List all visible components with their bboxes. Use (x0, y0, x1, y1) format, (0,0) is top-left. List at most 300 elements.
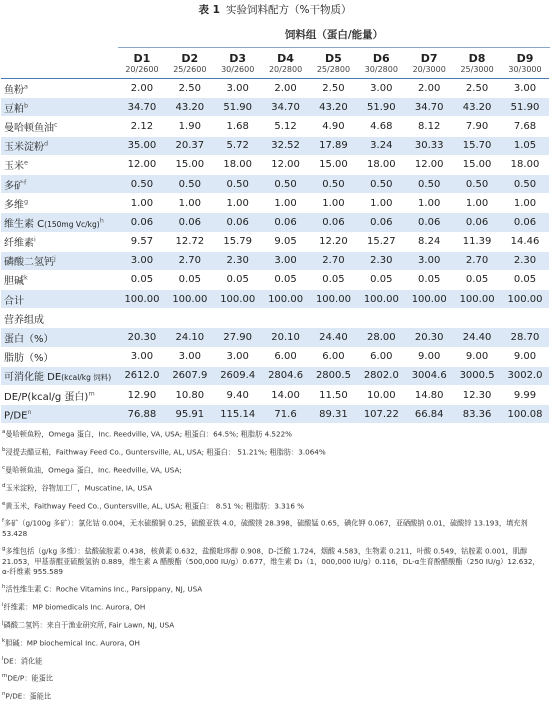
diet-ratio: 25/2800 (316, 64, 351, 74)
table-row (1, 251, 549, 270)
table-row (1, 366, 549, 385)
table-cell: 100.00 (118, 290, 166, 309)
table-cell: 0.50 (453, 174, 501, 193)
footnote-text: P/DE：蛋能比 (5, 691, 52, 701)
table-row (1, 117, 549, 136)
table-cell: 0.05 (310, 270, 358, 289)
table-row (1, 79, 549, 98)
table-cell: 27.90 (214, 328, 262, 347)
table-caption: 实验饲料配方（%干物质） (225, 4, 352, 16)
page (0, 1, 550, 701)
footnote-marker: c (54, 120, 58, 129)
table-cell: 2800.5 (310, 366, 358, 385)
table-cell: 1.00 (357, 194, 405, 213)
table-cell: 0.06 (118, 213, 166, 232)
table-cell: 3.00 (405, 251, 453, 270)
table-cell: 100.00 (453, 290, 501, 309)
table-cell: 3002.0 (501, 366, 549, 385)
footnote-marker: d (2, 482, 6, 489)
diet-name: D1 (133, 51, 151, 65)
table-cell: 32.52 (262, 136, 310, 155)
table-row (1, 347, 549, 366)
table-cell: 4.68 (357, 117, 405, 136)
table-cell: 0.05 (405, 270, 453, 289)
table-cell: 12.20 (310, 232, 358, 251)
footnote-marker: b (24, 101, 29, 110)
footnote-marker: l (2, 655, 4, 662)
footnote-text: 活性维生素 C：Roche Vitamins Inc., Parsippany, NJ, USA (5, 584, 203, 594)
footnote-marker: b (2, 447, 6, 454)
table-cell: 14.00 (262, 386, 310, 405)
footnote-text: 玉米淀粉，谷物加工厂，Muscatine, IA, USA (5, 483, 153, 493)
table-cell: 15.70 (453, 136, 501, 155)
footnote (2, 427, 546, 440)
table-row (1, 213, 549, 232)
table-row (1, 194, 549, 213)
table-cell: 100.00 (214, 290, 262, 309)
table-cell: 28.00 (357, 328, 405, 347)
table-cell: 95.91 (166, 405, 214, 424)
table-cell: 100.08 (501, 405, 549, 424)
feed-group-header: 饲料组（蛋白/能量） (118, 23, 550, 48)
footnote-marker: e (2, 500, 6, 507)
table-row (1, 309, 549, 328)
table-cell: 15.00 (453, 155, 501, 174)
table-cell: 2.00 (118, 79, 166, 98)
table-cell: 2.50 (166, 79, 214, 98)
table-cell: 35.00 (118, 136, 166, 155)
table-cell: 1.00 (405, 194, 453, 213)
table-cell: 12.00 (118, 155, 166, 174)
row-label (1, 290, 118, 309)
table-cell: 0.50 (214, 174, 262, 193)
column-header-d1 (118, 48, 166, 79)
table-cell: 2.00 (262, 79, 310, 98)
table-cell: 3.00 (166, 347, 214, 366)
table-cell: 76.88 (118, 405, 166, 424)
diet-name: D4 (277, 51, 294, 65)
table-cell: 1.00 (453, 194, 501, 213)
diet-name: D9 (516, 51, 534, 65)
table-cell: 0.05 (357, 270, 405, 289)
footnote-marker: k (24, 274, 28, 283)
row-label-header (1, 48, 118, 79)
row-label (1, 270, 118, 289)
row-label-text: 磷酸二氢钙 (4, 257, 54, 269)
feed-formula-table (1, 48, 549, 424)
row-label-text: 多维 (4, 199, 24, 211)
diet-ratio: 30/2800 (364, 64, 398, 74)
row-label (1, 136, 118, 155)
table-cell: 5.12 (262, 117, 310, 136)
footnote-text: 磷酸二氢钙：来自于渔业研究所, Fair Lawn, NJ, USA (3, 620, 175, 630)
table-cell: 0.06 (310, 213, 358, 232)
table-cell: 3.00 (262, 251, 310, 270)
footnote-marker: n (2, 691, 6, 698)
table-cell: 0.50 (118, 174, 166, 193)
row-label (1, 386, 118, 405)
table-cell: 100.00 (405, 290, 453, 309)
table-cell: 9.05 (262, 232, 310, 251)
footnote (2, 445, 546, 458)
table-cell: 1.90 (166, 117, 214, 136)
row-label (1, 79, 118, 98)
footnote-marker: a (2, 429, 6, 436)
footnote-text: 曼哈顿鱼油，Omega 蛋白，Inc. Reedville, VA, USA; (5, 465, 182, 475)
table-cell: 20.30 (405, 328, 453, 347)
row-label-text: 胆碱 (4, 276, 24, 288)
table-cell: 43.20 (166, 98, 214, 117)
table-cell: 5.72 (214, 136, 262, 155)
table-cell: 100.00 (357, 290, 405, 309)
footnote-marker: i (2, 602, 4, 609)
table-cell: 0.06 (262, 213, 310, 232)
footnote (2, 463, 546, 476)
table-cell: 100.00 (501, 290, 549, 309)
table-cell: 10.00 (357, 386, 405, 405)
footnote-text: 浸提去醋豆粕，Faithway Feed Co., Guntersville, AL, USA; 粗蛋白： 51.21%; 粗脂肪：3.064% (5, 447, 326, 457)
row-label-text: 鱼粉 (4, 84, 24, 96)
table-cell: 6.00 (262, 347, 310, 366)
footnote-marker: d (44, 139, 49, 148)
table-cell: 8.24 (405, 232, 453, 251)
table-cell: 0.06 (214, 213, 262, 232)
table-cell: 0.05 (118, 270, 166, 289)
column-header-d5 (310, 48, 358, 79)
table-cell: 100.00 (310, 290, 358, 309)
table-row (1, 328, 549, 347)
diet-ratio: 30/3000 (508, 64, 542, 74)
table-cell: 7.90 (453, 117, 501, 136)
table-cell: 9.00 (453, 347, 501, 366)
table-row (1, 174, 549, 193)
table-cell: 2609.4 (214, 366, 262, 385)
table-cell: 2.70 (310, 251, 358, 270)
footnote-text: 曼哈顿鱼粉，Omega 蛋白，Inc. Reedville, VA, USA; 粗蛋白：64.5%; 粗脂肪 4.522% (5, 429, 292, 439)
table-cell: 3004.6 (405, 366, 453, 385)
table-cell: 1.00 (118, 194, 166, 213)
table-cell: 18.00 (214, 155, 262, 174)
table-cell: 3.00 (118, 347, 166, 366)
table-cell: 83.36 (453, 405, 501, 424)
footnote (2, 481, 546, 494)
table-cell: 0.06 (357, 213, 405, 232)
footnote-marker: k (2, 637, 6, 644)
table-row (1, 136, 549, 155)
table-cell (214, 309, 262, 328)
table-cell: 14.46 (501, 232, 549, 251)
table-cell: 1.00 (262, 194, 310, 213)
footnote-marker: c (2, 464, 6, 471)
table-cell: 2.00 (405, 79, 453, 98)
table-cell: 115.14 (214, 405, 262, 424)
footnote-marker: a (24, 82, 28, 91)
diet-name: D7 (420, 51, 438, 65)
footnote (2, 544, 546, 577)
footnote (2, 618, 546, 631)
footnote (2, 689, 546, 702)
table-row (1, 270, 549, 289)
footnote-marker: m (2, 673, 8, 680)
table-cell: 30.33 (405, 136, 453, 155)
footnote (2, 499, 546, 512)
table-cell: 3.00 (214, 347, 262, 366)
table-cell: 2612.0 (118, 366, 166, 385)
row-label-text: 豆粕 (4, 103, 24, 115)
table-cell: 2804.6 (262, 366, 310, 385)
row-label-text: 脂肪（%） (4, 353, 54, 365)
row-label-unit: (kcal/kg 饲料) (61, 373, 112, 383)
table-cell: 0.05 (501, 270, 549, 289)
table-cell: 34.70 (118, 98, 166, 117)
row-label-text: DE/P(kcal/g 蛋白) (4, 391, 89, 403)
table-cell: 2.30 (214, 251, 262, 270)
diet-name: D3 (229, 51, 247, 65)
diet-ratio: 25/2600 (173, 64, 207, 74)
footnote-text: 多维包括（g/kg 多维）：盐酸硫胺素 0.438，核黄素 0.632，盐酸吡哆醇 0.908，D-泛酸 1.724，烟酸 4.583，生物素 0.211，叶酸 0.549，钴胺素 0.001，肌醇 21.053，甲基萘醌亚硫酸氢钠 0.889，维生素 A 醋酸酯（500,000 IU/g）0.677，维生素 D₃（1，000,000 IU/g）0.116，DL-α生育酚醋酸酯（250 IU/g）12.632，α-纤维素 955.589 (2, 546, 540, 577)
table-cell (310, 309, 358, 328)
row-label (1, 232, 118, 251)
table-cell: 9.40 (214, 386, 262, 405)
row-label (1, 174, 118, 193)
row-label-text: 维生素 C (4, 218, 45, 230)
table-cell: 0.05 (262, 270, 310, 289)
table-cell: 0.50 (501, 174, 549, 193)
table-cell: 34.70 (405, 98, 453, 117)
footnote (2, 654, 546, 667)
table-cell: 1.00 (501, 194, 549, 213)
table-cell: 3.00 (501, 79, 549, 98)
footnote-text: DE：消化能 (3, 655, 43, 665)
table-cell: 9.00 (501, 347, 549, 366)
table-cell (262, 309, 310, 328)
table-cell: 71.6 (262, 405, 310, 424)
footnote-text: 黄玉米，Faithway Feed Co., Guntersville, AL, USA; 粗蛋白： 8.51 %; 粗脂肪：3.316 % (5, 500, 305, 510)
column-header-d7 (405, 48, 453, 79)
row-label (1, 194, 118, 213)
row-label (1, 309, 118, 328)
row-label (1, 405, 118, 424)
table-cell: 4.90 (310, 117, 358, 136)
table-cell: 8.12 (405, 117, 453, 136)
diet-ratio: 20/2600 (125, 64, 159, 74)
table-cell: 0.50 (262, 174, 310, 193)
table-cell: 2.12 (118, 117, 166, 136)
table-number: 表 1 (198, 4, 220, 16)
diet-ratio: 20/3000 (412, 64, 446, 74)
table-cell: 3.24 (357, 136, 405, 155)
table-cell: 0.05 (214, 270, 262, 289)
row-label (1, 117, 118, 136)
table-cell: 3.00 (214, 79, 262, 98)
diet-name: D8 (468, 51, 486, 65)
row-label (1, 98, 118, 117)
row-label-text: 可消化能 DE (4, 372, 62, 384)
diet-name: D5 (325, 51, 342, 65)
table-cell: 15.00 (166, 155, 214, 174)
footnote (2, 582, 546, 595)
table-cell (501, 309, 549, 328)
table-cell: 3.00 (357, 79, 405, 98)
table-cell: 2.70 (166, 251, 214, 270)
table-cell: 18.00 (501, 155, 549, 174)
table-cell: 17.89 (310, 136, 358, 155)
table-cell: 43.20 (310, 98, 358, 117)
row-label-text: 玉米淀粉 (4, 142, 44, 154)
table-cell: 24.40 (453, 328, 501, 347)
footnote-text: 多矿（g/100g 多矿）：氯化钴 0.004，无水硫酸铜 0.25，硫酸亚铁 4.0，硫酸镁 28.398，硫酸锰 0.65，碘化钾 0.067，亚硒酸钠 0.01，硫酸锌 13.193，填充剂 53.428 (2, 518, 528, 538)
table-row (1, 232, 549, 251)
table-cell: 3.00 (118, 251, 166, 270)
table-cell: 107.22 (357, 405, 405, 424)
table-cell: 11.50 (310, 386, 358, 405)
table-cell: 18.00 (357, 155, 405, 174)
row-label (1, 328, 118, 347)
footnote-text: 胆碱：MP biochemical Inc. Aurora, OH (5, 638, 140, 648)
table-cell: 12.72 (166, 232, 214, 251)
column-header-d6 (357, 48, 405, 79)
table-cell: 6.00 (357, 347, 405, 366)
row-label-text: 玉米 (4, 161, 24, 173)
table-cell: 0.05 (453, 270, 501, 289)
table-cell (166, 309, 214, 328)
table-row (1, 155, 549, 174)
table-cell: 9.00 (405, 347, 453, 366)
table-cell: 15.79 (214, 232, 262, 251)
table-cell: 2.50 (310, 79, 358, 98)
table-cell: 0.06 (453, 213, 501, 232)
table-cell: 11.39 (453, 232, 501, 251)
footnote-marker: i (34, 235, 36, 244)
table-cell: 20.10 (262, 328, 310, 347)
table-cell: 0.06 (405, 213, 453, 232)
footnote-text: DE/P：能蛋比 (7, 673, 53, 683)
table-cell: 34.70 (262, 98, 310, 117)
row-label (1, 347, 118, 366)
table-cell: 3000.5 (453, 366, 501, 385)
row-label-text: 营养组成 (4, 314, 44, 326)
table-cell: 0.50 (166, 174, 214, 193)
table-cell: 2802.0 (357, 366, 405, 385)
row-label-text: 合计 (4, 295, 24, 307)
table-cell: 1.00 (166, 194, 214, 213)
table-row (1, 386, 549, 405)
column-header-d8 (453, 48, 501, 79)
table-cell: 24.10 (166, 328, 214, 347)
footnote (2, 671, 546, 684)
table-cell: 15.27 (357, 232, 405, 251)
footnote-marker: g (24, 197, 29, 206)
table-cell: 6.00 (310, 347, 358, 366)
column-header-d9 (501, 48, 549, 79)
table-cell: 12.30 (453, 386, 501, 405)
footnote-marker: j (2, 620, 4, 627)
table-cell: 51.90 (357, 98, 405, 117)
diet-ratio: 30/2600 (221, 64, 255, 74)
table-cell: 12.00 (405, 155, 453, 174)
row-label-unit: (150mg Vc/kg) (44, 219, 100, 229)
table-cell: 100.00 (262, 290, 310, 309)
table-cell: 20.30 (118, 328, 166, 347)
table-cell: 1.00 (310, 194, 358, 213)
column-header-d3 (214, 48, 262, 79)
table-cell: 89.31 (310, 405, 358, 424)
row-label (1, 366, 118, 385)
row-label (1, 251, 118, 270)
table-cell: 51.90 (501, 98, 549, 117)
footnote (2, 600, 546, 613)
footnote (2, 516, 546, 539)
table-cell: 28.70 (501, 328, 549, 347)
table-cell: 0.50 (357, 174, 405, 193)
table-cell: 2.30 (501, 251, 549, 270)
table-cell: 1.68 (214, 117, 262, 136)
column-header-d2 (166, 48, 214, 79)
table-row (1, 98, 549, 117)
footnote-marker: e (24, 159, 28, 168)
table-cell: 0.06 (166, 213, 214, 232)
diet-ratio: 25/3000 (460, 64, 494, 74)
table-cell: 14.80 (405, 386, 453, 405)
footnote-text: 纤维素：MP biomedicals Inc. Aurora, OH (3, 602, 146, 612)
table-cell (118, 309, 166, 328)
row-label (1, 155, 118, 174)
table-cell: 66.84 (405, 405, 453, 424)
table-cell: 43.20 (453, 98, 501, 117)
table-cell: 2.70 (453, 251, 501, 270)
table-cell: 12.90 (118, 386, 166, 405)
row-label-text: 蛋白（%） (4, 334, 54, 346)
table-row (1, 405, 549, 424)
table-cell: 0.50 (310, 174, 358, 193)
table-cell: 51.90 (214, 98, 262, 117)
table-cell: 20.37 (166, 136, 214, 155)
table-cell: 0.06 (501, 213, 549, 232)
footnote (2, 636, 546, 649)
table-cell: 2.50 (453, 79, 501, 98)
row-label-text: 曼哈顿鱼油 (4, 122, 54, 134)
diet-name: D6 (372, 51, 390, 65)
table-cell: 9.57 (118, 232, 166, 251)
table-cell: 9.99 (501, 386, 549, 405)
table-cell (453, 309, 501, 328)
table-row (1, 290, 549, 309)
column-header-row (1, 48, 549, 79)
footnote-marker: h (2, 584, 6, 591)
table-cell: 10.80 (166, 386, 214, 405)
table-cell: 15.00 (310, 155, 358, 174)
footnotes (0, 427, 550, 701)
table-cell: 2.30 (357, 251, 405, 270)
table-cell: 7.68 (501, 117, 549, 136)
row-label-text: 纤维素 (4, 238, 34, 250)
footnote-marker: j (54, 254, 56, 263)
table-cell: 24.40 (310, 328, 358, 347)
column-header-d4 (262, 48, 310, 79)
footnote-marker: f (2, 518, 4, 525)
footnote-marker: h (99, 216, 104, 225)
diet-ratio: 20/2800 (268, 64, 303, 74)
footnote-marker: g (2, 546, 6, 553)
diet-name: D2 (181, 51, 199, 65)
table-cell: 0.05 (166, 270, 214, 289)
table-cell: 2607.9 (166, 366, 214, 385)
row-label-text: P/DE (4, 409, 28, 421)
table-cell: 1.00 (214, 194, 262, 213)
row-label (1, 213, 118, 232)
footnote-marker: n (27, 407, 32, 416)
table-cell (405, 309, 453, 328)
